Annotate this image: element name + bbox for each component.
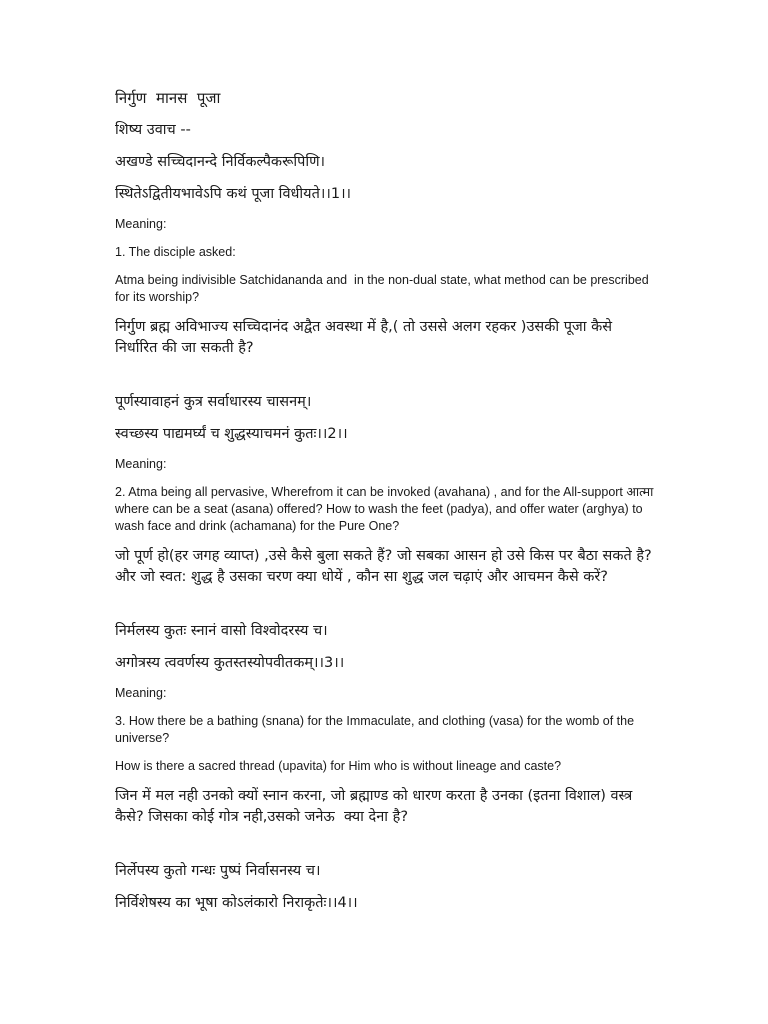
hindi-explanation: निर्गुण ब्रह्म अविभाज्य सच्चिदानंद अद्वैत अवस्था में है,( तो उससे अलग रहकर )उसकी पूजा कैसे निर्धारित की जा सकती है? [115,319,617,356]
verse-section-1 [115,120,655,359]
document-page [115,88,655,925]
meaning-text: How is there a sacred thread (upavita) for Him who is without lineage and caste? [115,759,562,773]
verse-line: निर्विशेषस्य का भूषा कोऽलंकारो निराकृतेः।।4।। [115,895,358,911]
meaning-text: 3. How there be a bathing (snana) for the Immaculate, and clothing (vasa) for the womb of the universe? [115,714,638,745]
verse-line: पूर्णस्यावाहनं कुत्र सर्वाधारस्य चासनम्। [115,394,312,410]
speaker-line: शिष्य उवाच -- [115,122,191,138]
verse-line: अगोत्रस्य त्ववर्णस्य कुतस्तस्योपवीतकम्।।3।। [115,655,345,671]
meaning-label: Meaning: [115,457,167,471]
verse-section-3 [115,621,655,828]
meaning-text: 1. The disciple asked: [115,245,236,259]
meaning-label: Meaning: [115,686,167,700]
hindi-explanation: जिन में मल नही उनको क्यों स्नान करना, जो ब्रह्माण्ड को धारण करता है उनका (इतना विशाल) वस्त्र कैसे? जिसका कोई गोत्र नही,उसको जनेऊ क्या देना है? [115,788,637,825]
verse-line: निर्लेपस्य कुतो गन्धः पुष्पं निर्वासनस्य च। [115,863,321,879]
meaning-label: Meaning: [115,217,167,231]
meaning-text: 2. Atma being all pervasive, Wherefrom it can be invoked (avahana) , and for the All-support आत्मा where can be a seat (asana) offered? How to wash the feet (padya), and offer water (arghya) to wash face and drink (achamana) for the Pure One? [115,485,657,533]
verse-line: निर्मलस्य कुतः स्नानं वासो विश्वोदरस्य च। [115,623,328,639]
section-gap [115,370,655,392]
meaning-text: Atma being indivisible Satchidananda and in the non-dual state, what method can be prescribed for its worship? [115,273,653,304]
verse-section-2 [115,392,655,588]
verse-line: अखण्डे सच्चिदानन्दे निर्विकल्पैकरूपिणि। [115,154,326,170]
verse-line: स्वच्छस्य पाद्यमर्घ्यं च शुद्धस्याचमनं कुतः।।2।। [115,426,348,442]
section-gap [115,599,655,621]
hindi-explanation: जो पूर्ण हो(हर जगह व्याप्त) ,उसे कैसे बुला सकते हैं? जो सबका आसन हो उसे किस पर बैठा सकते है?और जो स्वत: शुद्ध है उसका चरण क्या धोयें , कौन सा शुद्ध जल चढ़ाएं और आचमन कैसे करें? [115,548,652,585]
verse-section-4 [115,861,655,914]
document-title: निर्गुण मानस पूजा [115,89,221,107]
verse-line: स्थितेऽद्वितीयभावेऽपि कथं पूजा विधीयते।।1।। [115,186,352,202]
section-gap [115,839,655,861]
